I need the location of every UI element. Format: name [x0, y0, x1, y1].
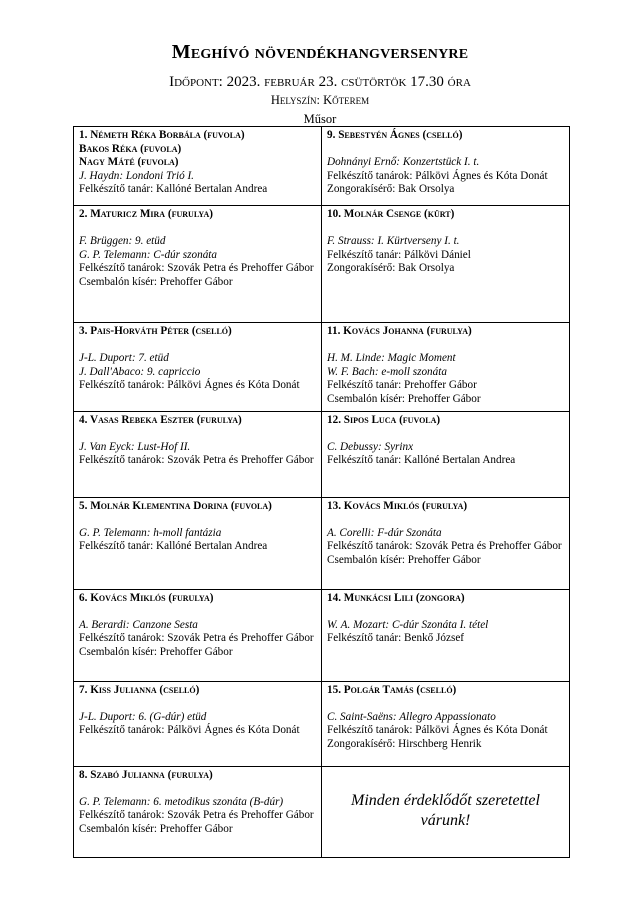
performer-name: 8. Szabó Julianna (furulya): [79, 768, 213, 781]
teacher-line: Csembalón kísér: Prehoffer Gábor: [327, 392, 481, 405]
teacher-line: Felkészítő tanárok: Szovák Petra és Prehoffer Gábor: [79, 454, 314, 467]
program-entry: [322, 589, 570, 681]
spacer: [79, 222, 316, 236]
piece-title: A. Corelli: F-dúr Szonáta: [327, 526, 442, 539]
program-entry: [74, 497, 322, 589]
spacer: [79, 339, 316, 353]
performer-name: 11. Kovács Johanna (furulya): [327, 325, 472, 337]
program-row: [74, 589, 570, 681]
performer-name: 5. Molnár Klementina Dorina (fuvola): [79, 499, 272, 512]
program-label: Műsor: [303, 112, 337, 126]
performer-name: 9. Sebestyén Ágnes (cselló): [327, 129, 463, 141]
invitation-text: Minden érdeklődőt szeretettel várunk!: [351, 791, 540, 829]
piece-title: W. A. Mozart: C-dúr Szonáta I. tétel: [327, 618, 489, 631]
piece-title: J-L. Duport: 7. etüd: [79, 352, 169, 365]
spacer: [327, 339, 564, 353]
teacher-line: Csembalón kísér: Prehoffer Gábor: [327, 553, 481, 566]
performer-name: 2. Maturicz Mira (furulya): [79, 208, 213, 220]
piece-title: J-L. Duport: 6. (G-dúr) etüd: [79, 710, 207, 723]
teacher-line: Zongorakísérő: Bak Orsolya: [327, 183, 455, 196]
spacer: [327, 605, 564, 619]
teacher-line: Felkészítő tanárok: Szovák Petra és Prehoffer Gábor: [327, 540, 562, 553]
piece-title: F. Brüggen: 9. etüd: [79, 235, 166, 248]
spacer: [79, 513, 316, 527]
program-row: [74, 497, 570, 589]
teacher-line: Csembalón kísér: Prehoffer Gábor: [79, 822, 233, 835]
performer-name: 6. Kovács Miklós (furulya): [79, 591, 214, 604]
teacher-line: Felkészítő tanár: Kallóné Bertalan Andrea: [327, 454, 516, 467]
spacer: [79, 605, 316, 619]
performer-name: Nagy Máté (fuvola): [79, 156, 179, 169]
piece-title: C. Debussy: Syrinx: [327, 440, 414, 453]
teacher-line: Felkészítő tanár: Kallóné Bertalan Andrea: [79, 183, 268, 196]
program-entry: [74, 411, 322, 497]
spacer: [327, 697, 564, 711]
performer-name: 13. Kovács Miklós (furulya): [327, 499, 468, 512]
performer-name: Bakos Réka (fuvola): [79, 142, 182, 155]
program-entry: [74, 589, 322, 681]
program-row: [74, 681, 570, 766]
program-entry: [322, 323, 570, 412]
program-entry: [322, 681, 570, 766]
program-row: [74, 206, 570, 323]
event-location: Helyszín: Kőterem: [270, 93, 370, 107]
spacer: [327, 513, 564, 527]
teacher-line: Felkészítő tanár: Kallóné Bertalan Andrea: [79, 540, 268, 553]
spacer: [79, 427, 316, 441]
teacher-line: Felkészítő tanárok: Pálkövi Ágnes és Kóta Donát: [327, 169, 548, 182]
performer-name: 10. Molnár Csenge (kürt): [327, 208, 455, 220]
teacher-line: Felkészítő tanárok: Szovák Petra és Prehoffer Gábor: [79, 262, 314, 275]
teacher-line: Zongorakísérő: Bak Orsolya: [327, 262, 455, 275]
performer-name: 3. Pais-Horváth Péter (cselló): [79, 325, 232, 337]
piece-title: J. Van Eyck: Lust-Hof II.: [79, 440, 191, 453]
program-entry: [74, 323, 322, 412]
teacher-line: Felkészítő tanár: Prehoffer Gábor: [327, 379, 477, 392]
program-row: [74, 411, 570, 497]
program-entry: [322, 206, 570, 323]
program-entry: [74, 681, 322, 766]
teacher-line: Felkészítő tanárok: Szovák Petra és Prehoffer Gábor: [79, 809, 314, 822]
piece-title: H. M. Linde: Magic Moment: [327, 352, 456, 365]
teacher-line: Csembalón kísér: Prehoffer Gábor: [79, 645, 233, 658]
program-table: [73, 126, 570, 858]
piece-title: J. Dall'Abaco: 9. capriccio: [79, 365, 201, 378]
teacher-line: Felkészítő tanár: Benkő József: [327, 632, 465, 645]
document-header: [0, 40, 640, 127]
performer-name: 4. Vasas Rebeka Eszter (furulya): [79, 413, 242, 426]
teacher-line: Felkészítő tanárok: Pálkövi Ágnes és Kóta Donát: [327, 724, 548, 737]
invitation-cell: [322, 766, 570, 857]
performer-name: 12. Sipos Luca (fuvola): [327, 413, 441, 426]
teacher-line: Zongorakísérő: Hirschberg Henrik: [327, 737, 482, 750]
program-row: [74, 323, 570, 412]
spacer: [327, 427, 564, 441]
piece-title: F. Strauss: I. Kürtverseny I. t.: [327, 235, 460, 248]
program-entry: [322, 411, 570, 497]
spacer: [327, 222, 564, 236]
teacher-line: Felkészítő tanárok: Pálkövi Ágnes és Kóta Donát: [79, 379, 300, 392]
piece-title: G. P. Telemann: C-dúr szonáta: [79, 248, 217, 261]
spacer: [79, 697, 316, 711]
spacer: [79, 782, 316, 796]
piece-title: J. Haydn: Londoni Trió I.: [79, 169, 194, 182]
program-entry: [74, 206, 322, 323]
program-row: [74, 766, 570, 857]
spacer: [327, 143, 564, 157]
page-title: Meghívó növendékhangversenyre: [171, 41, 469, 63]
piece-title: Dohnányi Ernő: Konzertstück I. t.: [327, 156, 480, 169]
performer-name: 15. Polgár Tamás (cselló): [327, 683, 457, 696]
teacher-line: Felkészítő tanárok: Pálkövi Ágnes és Kóta Donát: [79, 724, 300, 737]
teacher-line: Felkészítő tanárok: Szovák Petra és Prehoffer Gábor: [79, 632, 314, 645]
piece-title: C. Saint-Saëns: Allegro Appassionato: [327, 710, 496, 723]
performer-name: 1. Németh Réka Borbála (fuvola): [79, 129, 245, 141]
program-entry: [74, 766, 322, 857]
program-row: [74, 127, 570, 206]
event-date: Időpont: 2023. február 23. csütörtök 17.30 óra: [169, 74, 471, 90]
piece-title: G. P. Telemann: h-moll fantázia: [79, 526, 222, 539]
teacher-line: Csembalón kísér: Prehoffer Gábor: [79, 275, 233, 288]
piece-title: W. F. Bach: e-moll szonáta: [327, 365, 447, 378]
piece-title: A. Berardi: Canzone Sesta: [79, 618, 198, 631]
program-entry: [322, 127, 570, 206]
teacher-line: Felkészítő tanár: Pálkövi Dániel: [327, 248, 471, 261]
program-entry: [322, 497, 570, 589]
performer-name: 14. Munkácsi Lili (zongora): [327, 591, 465, 604]
program-entry: [74, 127, 322, 206]
performer-name: 7. Kiss Julianna (cselló): [79, 683, 200, 696]
piece-title: G. P. Telemann: 6. metodikus szonáta (B-dúr): [79, 795, 284, 808]
